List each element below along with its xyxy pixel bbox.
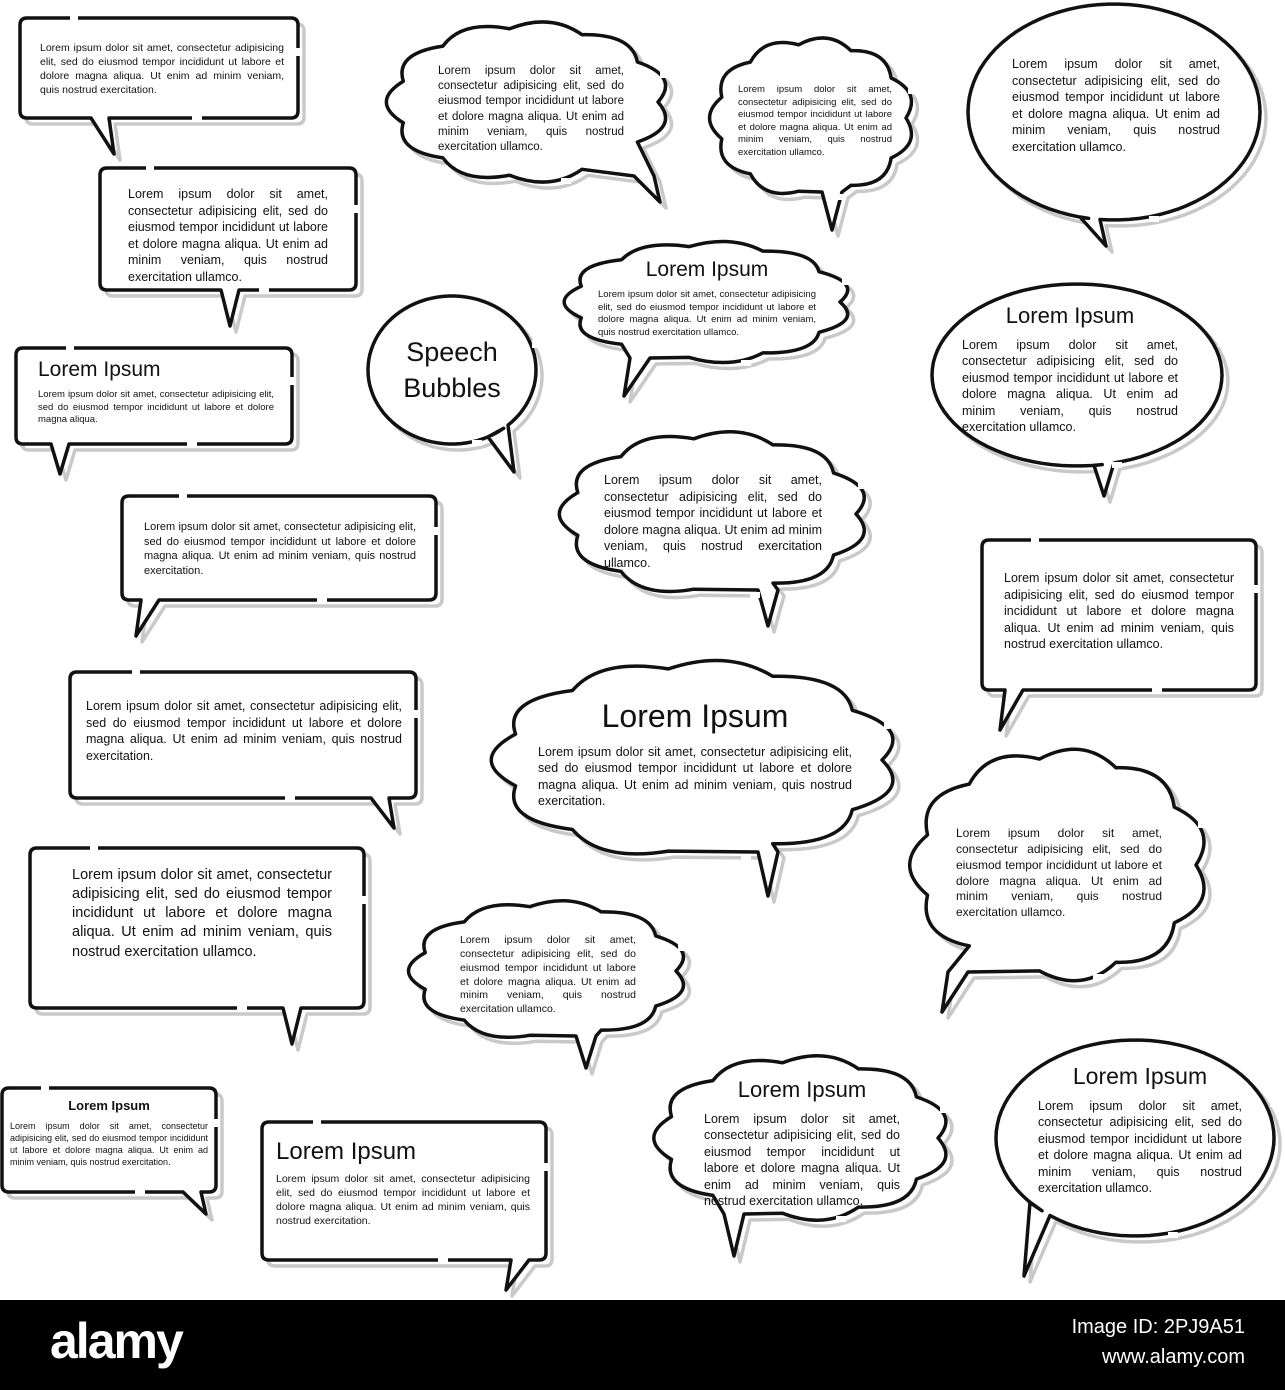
speech-bubble-rect [122,496,436,600]
speech-bubble-rect [982,540,1256,690]
speech-bubble-rect [20,18,298,118]
bubble-body-text: Lorem ipsum dolor sit amet, consectetur adipisicing elit, sed do eiusmod tempor incididunt ut labore et dolore magna aliqua. Ut enim ad minim veniam, quis nostrud exercitation. [86,699,402,763]
bubble-body-text: Lorem ipsum dolor sit amet, consectetur adipisicing elit, sed do eiusmod tempor incididunt ut labore et dolore magna aliqua. Ut enim ad minim veniam, quis nostrud exercitation ullamco. [1038,1098,1242,1196]
bubble-content [460,934,636,1017]
bubble-content [1012,56,1220,155]
bubble-content [738,84,892,159]
bubble-content [604,472,822,571]
bubble-content [1004,570,1234,653]
bubble-body-text: Lorem ipsum dolor sit amet, consectetur adipisicing elit, sed do eiusmod tempor incididunt ut labore et dolore magna aliqua. Ut enim ad minim veniam, quis nostrud exercitation ullamco. [604,473,822,570]
bubble-body-text: Lorem ipsum dolor sit amet, consectetur adipisicing elit, sed do eiusmod tempor incididunt ut labore et dolore magna aliqua. Ut enim ad minim veniam, quis nostrud exercitation. [40,42,284,96]
bubble-content [72,866,332,962]
bubble-title: Lorem Ipsum [38,358,161,381]
image-id-label: Image ID: 2PJ9A51 [1071,1316,1245,1338]
bubble-content [40,42,284,97]
center-title-line: Bubbles [403,373,501,403]
speech-bubble-oval [996,1040,1274,1236]
bubble-body-text: Lorem ipsum dolor sit amet, consectetur adipisicing elit, sed do eiusmod tempor incididunt ut labore et dolore magna aliqua. Ut enim ad minim veniam, quis nostrud exercitation ullamco. [1004,571,1234,651]
speech-bubble-rect [262,1122,546,1260]
bubble-title: Lorem Ipsum [737,1077,867,1102]
bubble-body-text: Lorem ipsum dolor sit amet, consectetur adipisicing elit, sed do eiusmod tempor incididunt ut labore et dolore magna aliqua. [38,389,274,426]
bubble-content [438,64,624,155]
bubble-content [1038,1062,1242,1197]
site-url: www.alamy.com [1102,1346,1245,1368]
bubble-body-text: Lorem ipsum dolor sit amet, consectetur adipisicing elit, sed do eiusmod tempor incididunt ut labore et dolore magna aliqua. Ut enim ad minim veniam, quis nostrud exercitation ullamco. [962,337,1178,435]
speech-bubble-rect [2,1088,216,1192]
speech-bubble-cloud [712,38,912,198]
bubble-body-text: Lorem ipsum dolor sit amet, consectetur adipisicing elit, sed do eiusmod tempor incididunt ut labore et dolore magna aliqua. Ut enim ad minim veniam, quis nostrud exercitation ullamco. [72,867,332,960]
speech-bubble-cloud [660,1056,944,1220]
speech-bubble-cloud [566,432,862,596]
bubble-body-text: Lorem ipsum dolor sit amet, consectetur adipisicing elit, sed do eiusmod tempor incididunt ut labore et dolore magna aliqua. Ut enim ad minim veniam, quis nostrud exercitation ullamco. [738,84,892,158]
bubble-content [956,826,1162,921]
bubble-body-text: Lorem ipsum dolor sit amet, consectetur adipisicing elit, sed do eiusmod tempor incididunt ut labore et dolore magna aliqua. Ut enim ad minim veniam, quis nostrud exercitation. [10,1120,208,1167]
bubble-content [704,1076,900,1210]
speech-bubble-cloud [570,240,846,364]
bubble-body-text: Lorem ipsum dolor sit amet, consectetur adipisicing elit, sed do eiusmod tempor incididunt ut labore et dolore magna aliqua. Ut enim ad minim veniam, quis nostrud exercitation. [276,1173,530,1227]
bubble-content [598,256,816,339]
speech-bubble-cloud [916,752,1202,978]
bubble-content [38,356,274,427]
bubble-body-text: Lorem ipsum dolor sit amet, consectetur adipisicing elit, sed do eiusmod tempor incididunt ut labore et dolore magna aliqua. Ut enim ad minim veniam, quis nostrud exercitation ullamco. [438,65,624,153]
bubble-body-text: Lorem ipsum dolor sit amet, consectetur adipisicing elit, sed do eiusmod tempor incididunt ut labore et dolore magna aliqua. Ut enim ad minim veniam, quis nostrud exercitation ullamco. [956,826,1162,920]
bubble-content [86,698,402,764]
bubble-body-text: Lorem ipsum dolor sit amet, consectetur adipisicing elit, sed do eiusmod tempor incididunt ut labore et dolore magna aliqua. Ut enim ad minim veniam, quis nostrud exercitation ullamco. [598,289,816,338]
bubble-body-text: Lorem ipsum dolor sit amet, consectetur adipisicing elit, sed do eiusmod tempor incididunt ut labore et dolore magna aliqua. Ut enim ad minim veniam, quis nostrud exercitation ullamco. [128,187,328,284]
bubble-body-text: Lorem ipsum dolor sit amet, consectetur adipisicing elit, sed do eiusmod tempor incididunt ut labore et dolore magna aliqua. Ut enim ad minim veniam, quis nostrud exercitation ullamco. [460,934,636,1016]
speech-bubble-rect [100,168,356,290]
bubble-content [276,1136,530,1229]
bubble-content [144,520,416,578]
bubble-body-text: Lorem ipsum dolor sit amet, consectetur adipisicing elit, sed do eiusmod tempor incididunt ut labore et dolore magna aliqua. Ut enim ad minim veniam, quis nostrud exercitation. [144,521,416,577]
bubble-title: Lorem Ipsum [1005,303,1135,328]
bubble-body-text: Lorem ipsum dolor sit amet, consectetur adipisicing elit, sed do eiusmod tempor incididunt ut labore et dolore magna aliqua. Ut enim ad minim veniam, quis nostrud exercitation ullamco. [1012,57,1220,154]
bubble-content [368,296,536,444]
bubble-body-text: Lorem ipsum dolor sit amet, consectetur adipisicing elit, sed do eiusmod tempor incididunt ut labore et dolore magna aliqua. Ut enim ad minim veniam, quis nostrud exercitation. [538,744,852,809]
center-title-line: Speech [406,336,498,367]
speech-bubble-cloud [392,22,664,182]
bubble-title: Lorem Ipsum [1072,1063,1208,1089]
bubble-body-text: Lorem ipsum dolor sit amet, consectetur adipisicing elit, sed do eiusmod tempor incididunt ut labore et dolore magna aliqua. Ut enim ad minim veniam, quis nostrud exercitation ullamco. [704,1111,900,1209]
speech-bubble-rect [16,348,292,444]
speech-bubble-oval [968,4,1260,220]
stock-footer-bar [0,1300,1285,1390]
speech-bubble-cloud [414,900,682,1042]
brand-logo: alamy [50,1313,182,1369]
bubble-content [10,1098,208,1168]
bubble-title: Lorem Ipsum [645,258,769,281]
bubble-content [962,302,1178,436]
bubble-title: Lorem Ipsum [276,1138,417,1165]
bubble-content [538,696,852,810]
bubble-title: Lorem Ipsum [601,698,789,734]
bubble-title: Lorem Ipsum [68,1098,150,1113]
image-id-block [1072,1312,1245,1372]
speech-bubble-oval [932,284,1222,466]
speech-bubble-oval [368,296,536,444]
speech-bubble-rect [30,848,364,1008]
speech-bubble-cloud [502,662,888,858]
bubble-content [128,186,328,285]
speech-bubble-rect [70,672,416,798]
